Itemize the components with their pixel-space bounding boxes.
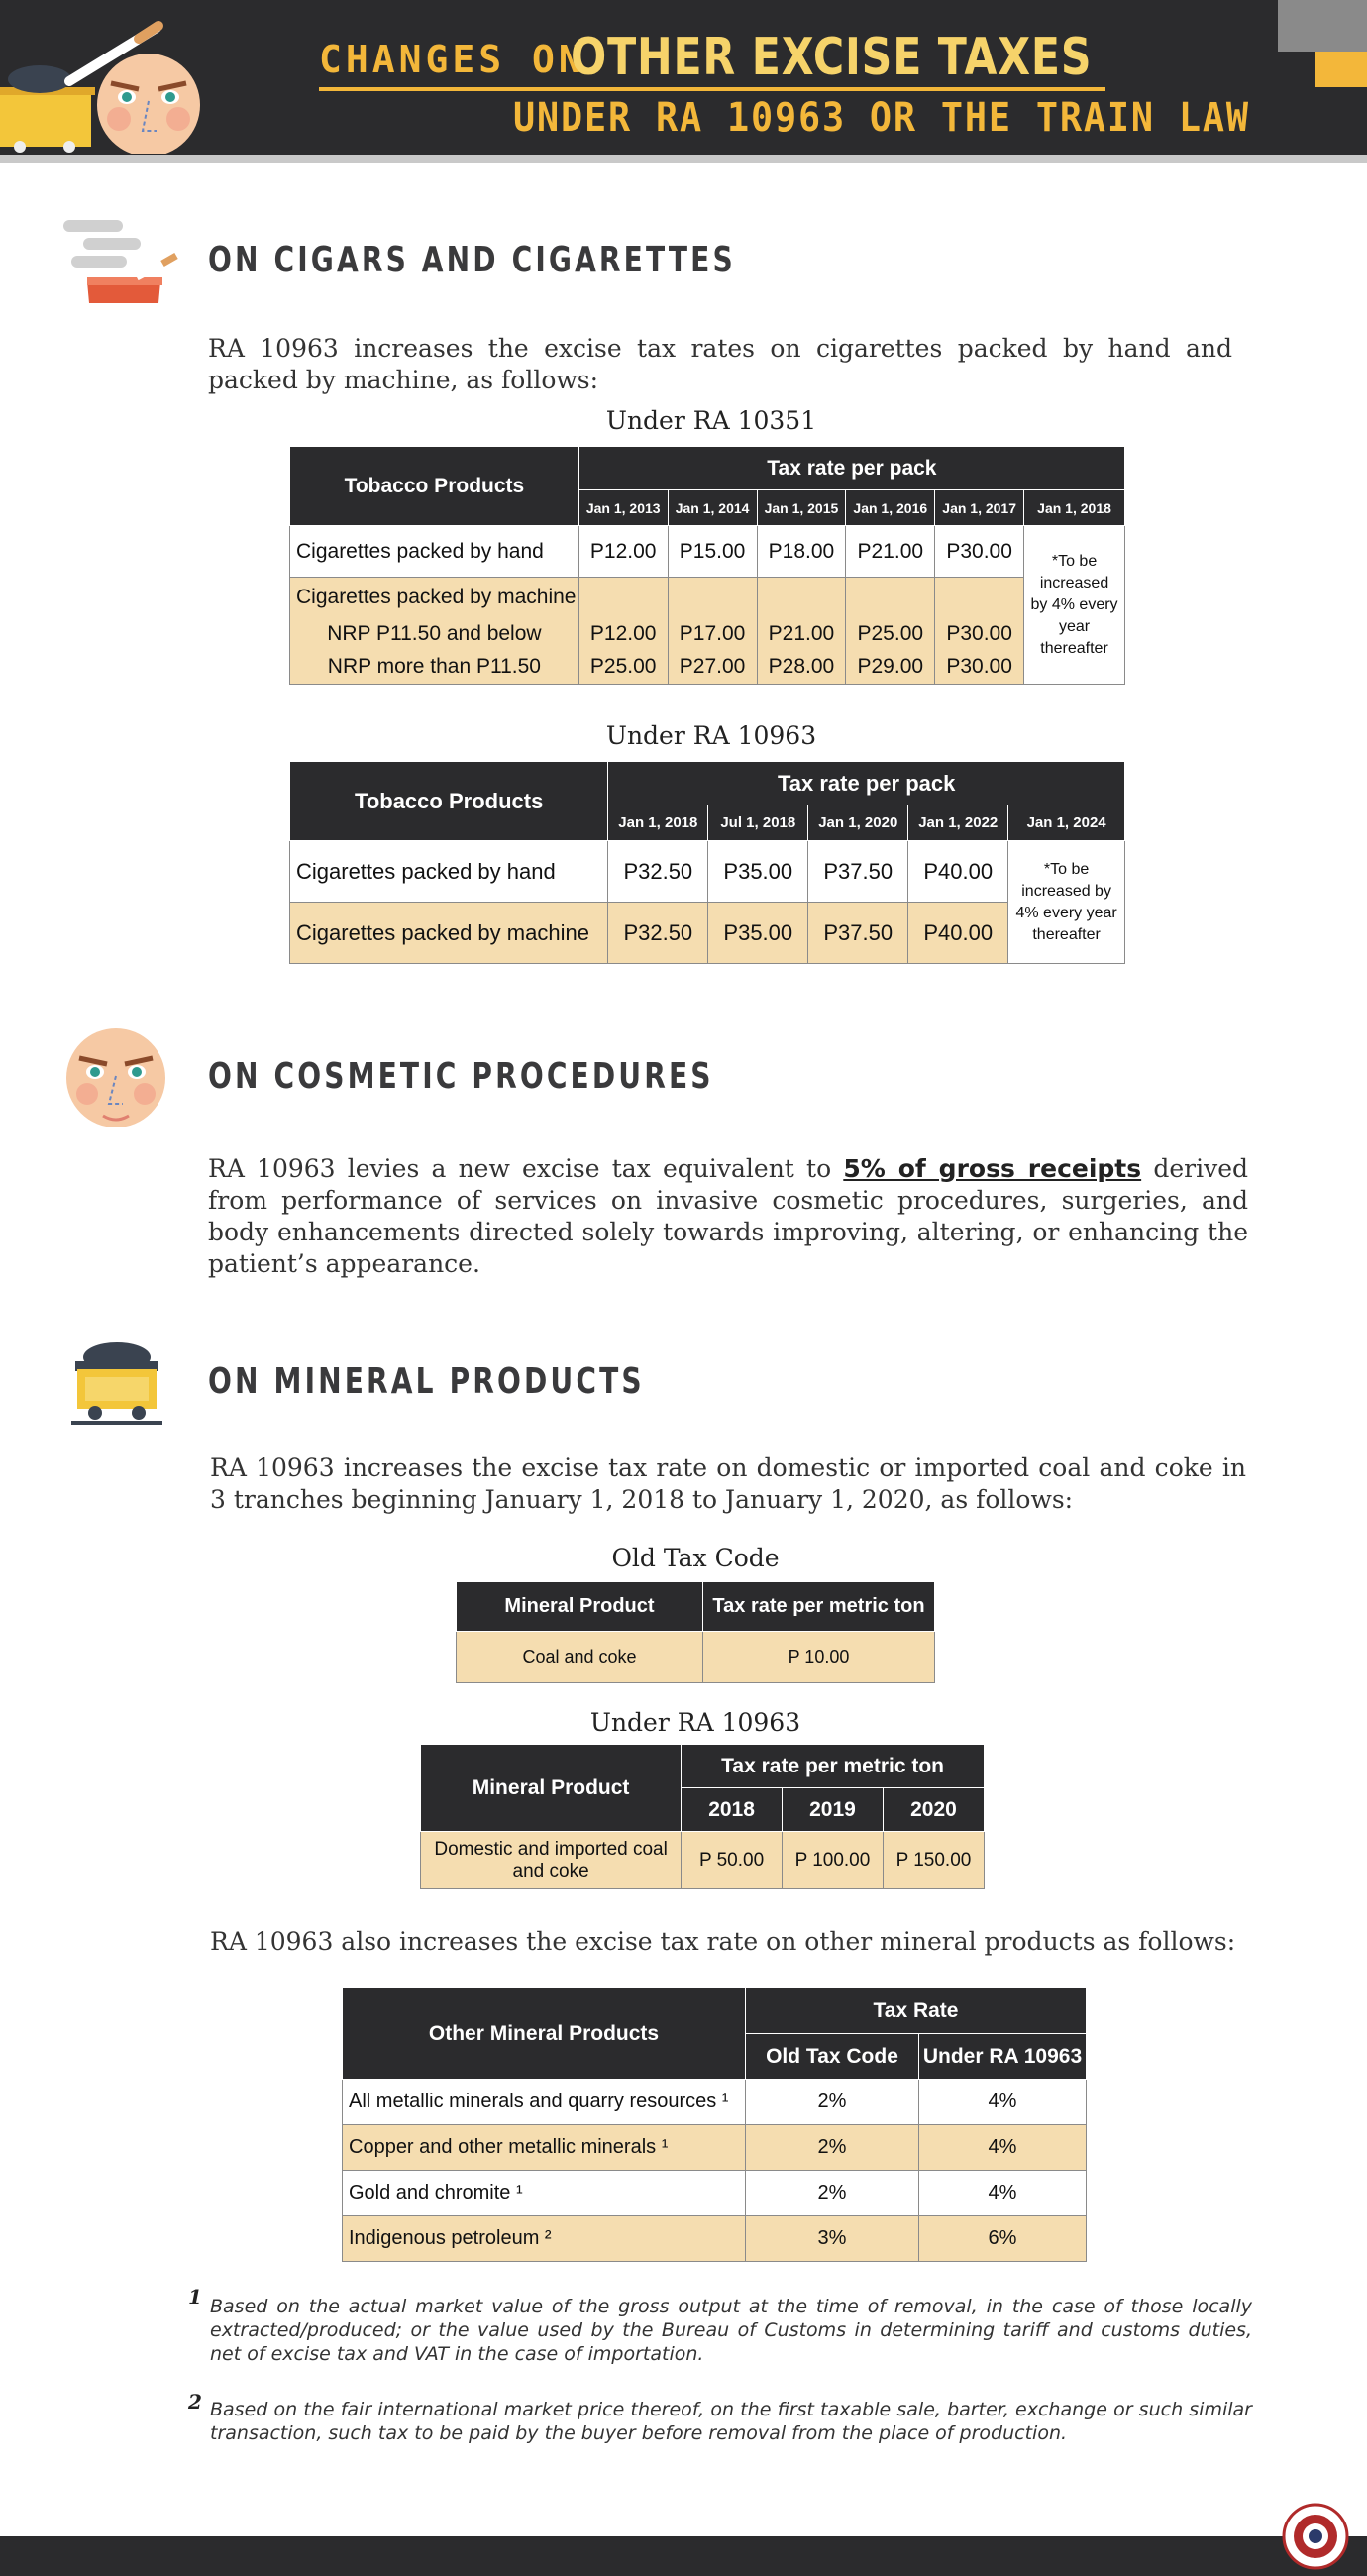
page-subtitle: UNDER RA 10963 OR THE TRAIN LAW <box>513 95 1250 141</box>
face-icon <box>97 54 200 154</box>
col-year: 2019 <box>782 1788 883 1832</box>
row-label: Cigarettes packed by machine <box>290 903 608 964</box>
table-cell: P40.00 <box>908 841 1008 903</box>
col-date: Jan 1, 2020 <box>808 805 908 841</box>
col-date: Jan 1, 2024 <box>1008 805 1125 841</box>
table-ra10351 <box>289 446 1125 685</box>
table-cell: P35.00 <box>708 903 808 964</box>
col-tax-rate-per-metric-ton: Tax rate per metric ton <box>703 1582 935 1632</box>
smoking-cigarette-icon <box>63 218 188 307</box>
table-cell: P 100.00 <box>782 1832 883 1889</box>
section-heading-mineral: ON MINERAL PRODUCTS <box>208 1361 645 1402</box>
table-cell: P32.50 <box>608 903 708 964</box>
header-decoration-gray <box>1278 0 1367 52</box>
table-cell: P35.00 <box>708 841 808 903</box>
table-cell: P30.00 <box>935 651 1024 685</box>
table1-caption: Under RA 10351 <box>605 406 817 435</box>
table-cell: P29.00 <box>846 651 935 685</box>
table-row <box>421 1832 985 1889</box>
table-cell: 6% <box>919 2216 1087 2262</box>
col-year: 2020 <box>883 1788 984 1832</box>
col-under-ra10963: Under RA 10963 <box>919 2034 1087 2080</box>
table-cell: P 10.00 <box>703 1632 935 1683</box>
table-row <box>343 2125 1087 2171</box>
col-date: Jan 1, 2018 <box>608 805 708 841</box>
table-ra10963-tobacco <box>289 761 1125 964</box>
row-label: Cigarettes packed by machine <box>290 578 579 617</box>
table-row <box>290 841 1125 903</box>
cosmetic-text-before: RA 10963 levies a new excise tax equivalent to <box>208 1154 832 1183</box>
cosmetic-face-icon <box>63 1028 168 1127</box>
col-date: Jul 1, 2018 <box>708 805 808 841</box>
col-mineral-product: Mineral Product <box>457 1582 703 1632</box>
col-date: Jan 1, 2014 <box>668 490 757 526</box>
table-cell: P28.00 <box>757 651 846 685</box>
row-label: Cigarettes packed by hand <box>290 526 579 578</box>
col-date: Jan 1, 2013 <box>578 490 668 526</box>
page-title: OTHER EXCISE TAXES <box>571 28 1093 87</box>
table-cell: P 50.00 <box>682 1832 783 1889</box>
table-cell: 4% <box>919 2125 1087 2171</box>
table-cell: 4% <box>919 2171 1087 2216</box>
col-date: Jan 1, 2022 <box>908 805 1008 841</box>
table-cell: P12.00 <box>578 617 668 651</box>
table-row <box>343 2080 1087 2125</box>
table-cell: P18.00 <box>757 526 846 578</box>
table-cell: P21.00 <box>846 526 935 578</box>
table-cell: P37.50 <box>808 903 908 964</box>
row-label: Copper and other metallic minerals ¹ <box>343 2125 746 2171</box>
footer-bar <box>0 2536 1367 2576</box>
row-label: NRP P11.50 and below <box>290 617 579 651</box>
table-row <box>343 2216 1087 2262</box>
col-date: Jan 1, 2017 <box>935 490 1024 526</box>
table-cell: 2% <box>746 2125 919 2171</box>
header-decoration-yellow <box>1315 52 1367 87</box>
table-row <box>290 651 1125 685</box>
cigars-intro: RA 10963 increases the excise tax rates on cigarettes packed by hand and packed by machine, as follows: <box>208 334 1232 394</box>
col-year: 2018 <box>682 1788 783 1832</box>
row-label: Coal and coke <box>457 1632 703 1683</box>
table-cell: 3% <box>746 2216 919 2262</box>
cart-body <box>0 89 91 147</box>
row-label: Domestic and imported coal and coke <box>421 1832 682 1889</box>
table-cell: P37.50 <box>808 841 908 903</box>
table-cell: P40.00 <box>908 903 1008 964</box>
row-label: All metallic minerals and quarry resources ¹ <box>343 2080 746 2125</box>
increase-note: *To be increased by 4% every year thereafter <box>1024 526 1125 685</box>
table2-caption: Under RA 10963 <box>605 721 817 750</box>
table-cell: 4% <box>919 2080 1087 2125</box>
table-other-minerals <box>342 1987 1087 2262</box>
table-cell: P17.00 <box>668 617 757 651</box>
table-cell: P21.00 <box>757 617 846 651</box>
col-other-mineral-products: Other Mineral Products <box>343 1988 746 2080</box>
table-cell: P 150.00 <box>883 1832 984 1889</box>
cosmetic-text <box>208 1153 1248 1280</box>
table-cell: P30.00 <box>935 526 1024 578</box>
section-heading-cosmetic: ON COSMETIC PROCEDURES <box>208 1056 714 1097</box>
table-cell: P30.00 <box>935 617 1024 651</box>
row-label: Cigarettes packed by hand <box>290 841 608 903</box>
footnote-number: 2 <box>188 2390 202 2414</box>
table-cell: P27.00 <box>668 651 757 685</box>
col-date: Jan 1, 2015 <box>757 490 846 526</box>
footnote-number: 1 <box>188 2285 202 2308</box>
table-cell: 2% <box>746 2171 919 2216</box>
mineral-intro: RA 10963 increases the excise tax rate on domestic or imported coal and coke in 3 tranches beginning January 1, 2018 to January 1, 2020, as follows: <box>210 1453 1246 1514</box>
col-date: Jan 1, 2018 <box>1024 490 1125 526</box>
section-heading-cigars: ON CIGARS AND CIGARETTES <box>208 240 736 280</box>
table-row <box>457 1632 935 1683</box>
col-tax-rate-per-pack: Tax rate per pack <box>578 447 1124 490</box>
title-underline <box>319 87 1105 91</box>
col-tax-rate: Tax Rate <box>746 1988 1087 2034</box>
table-cell: 2% <box>746 2080 919 2125</box>
mineral-other-intro: RA 10963 also increases the excise tax rate on other mineral products as follows: <box>210 1927 1236 1956</box>
col-tax-rate-per-metric-ton: Tax rate per metric ton <box>682 1745 985 1788</box>
col-tax-rate-per-pack: Tax rate per pack <box>608 762 1125 805</box>
col-date: Jan 1, 2016 <box>846 490 935 526</box>
table-cell: P25.00 <box>846 617 935 651</box>
col-old-tax-code: Old Tax Code <box>746 2034 919 2080</box>
col-tobacco-products: Tobacco Products <box>290 447 579 526</box>
row-label: Gold and chromite ¹ <box>343 2171 746 2216</box>
col-mineral-product: Mineral Product <box>421 1745 682 1832</box>
mineral-cart-icon <box>71 1338 162 1425</box>
seal-logo-icon <box>1282 2503 1349 2570</box>
header-illustration <box>0 10 208 154</box>
table-cell: P12.00 <box>578 526 668 578</box>
cosmetic-text-after: derived from performance of services on invasive cosmetic procedures, surgeries, and body enhancements directed solely towards improving, altering, or enhancing the patient’s appearance. <box>208 1154 1248 1278</box>
title-prefix: CHANGES ON <box>319 38 585 81</box>
old-table-caption: Old Tax Code <box>611 1544 780 1572</box>
table-cell: P32.50 <box>608 841 708 903</box>
header-divider <box>0 155 1367 163</box>
gross-receipts-highlight: 5% of gross receipts <box>843 1154 1142 1183</box>
footnote-text: Based on the actual market value of the gross output at the time of removal, in the case of those locally extracted/produced; or the value used by the Bureau of Customs in determining tariff and customs duties, net of excise tax and VAT in the case of importation. <box>210 2296 1252 2365</box>
footnote-text: Based on the fair international market price thereof, on the first taxable sale, barter, exchange or such similar transaction, such tax to be paid by the buyer before removal from the place of production. <box>210 2399 1252 2444</box>
table-row <box>290 617 1125 651</box>
col-tobacco-products: Tobacco Products <box>290 762 608 841</box>
table-cell: P15.00 <box>668 526 757 578</box>
row-label: Indigenous petroleum ² <box>343 2216 746 2262</box>
table-row <box>290 578 1125 617</box>
table-row <box>343 2171 1087 2216</box>
new-table-caption: Under RA 10963 <box>589 1708 801 1737</box>
table-row <box>290 903 1125 964</box>
increase-note: *To be increased by 4% every year thereafter <box>1008 841 1125 964</box>
table-cell: P25.00 <box>578 651 668 685</box>
table-ra10963-coal <box>420 1744 985 1889</box>
row-label: NRP more than P11.50 <box>290 651 579 685</box>
table-row <box>290 526 1125 578</box>
table-old-tax-code <box>456 1581 935 1683</box>
